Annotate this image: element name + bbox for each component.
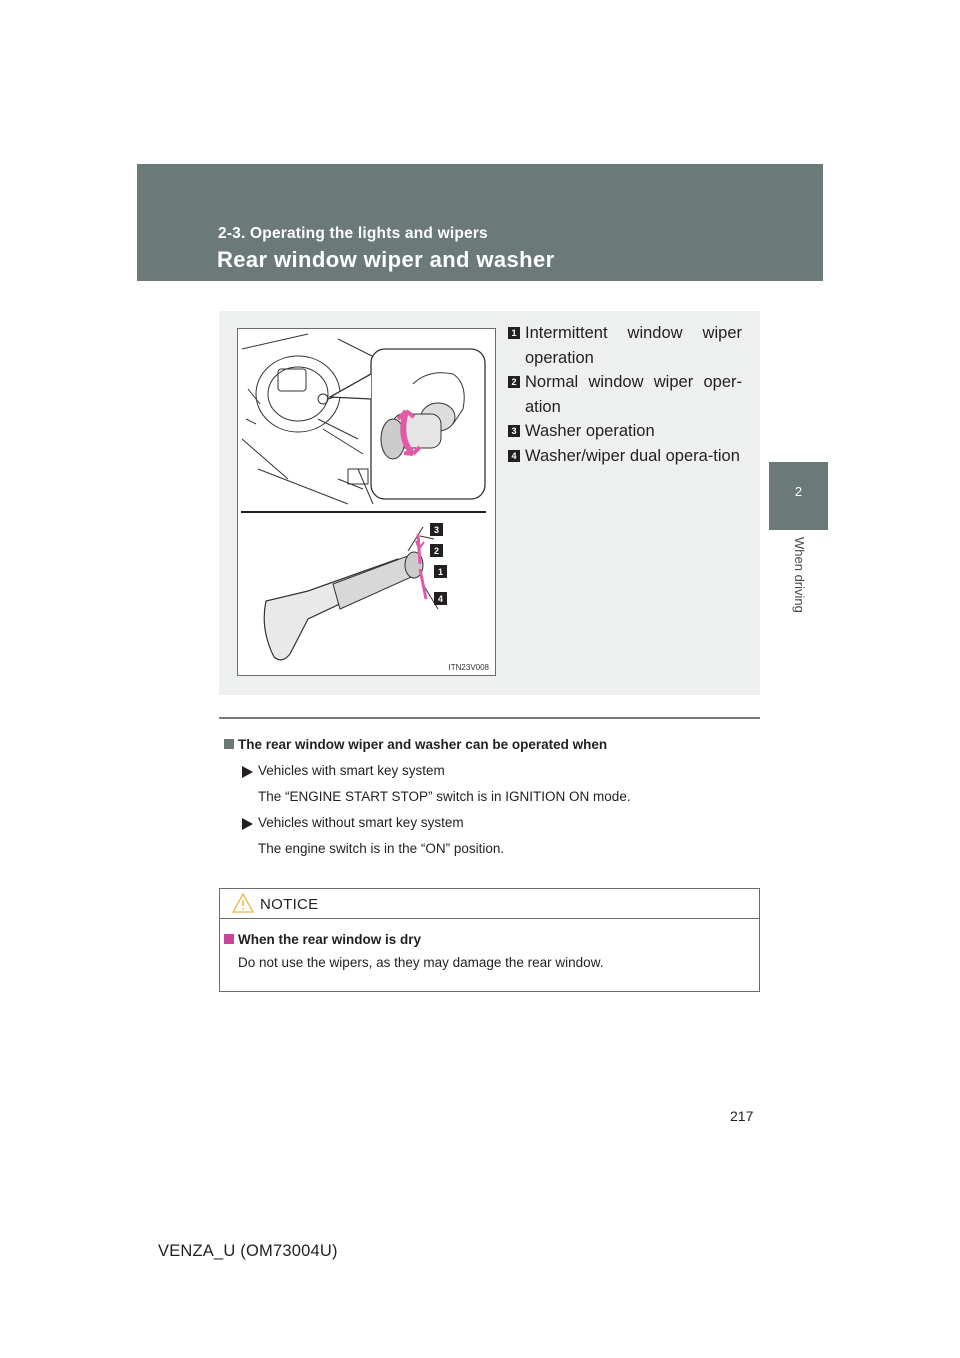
chapter-tab: [769, 462, 828, 530]
document-code: VENZA_U (OM73004U): [158, 1242, 338, 1260]
svg-text:4: 4: [437, 594, 444, 604]
notice-text: Do not use the wipers, as they may damage the rear window.: [238, 955, 604, 970]
condition-label: Vehicles without smart key system: [224, 814, 760, 832]
legend-item: [508, 370, 742, 419]
legend-list: [508, 321, 742, 468]
notice-title: When the rear window is dry: [224, 931, 759, 949]
legend-item: [508, 419, 742, 444]
notice-box: [219, 888, 760, 992]
legend-number: 3: [508, 425, 520, 437]
operating-conditions: [224, 736, 760, 858]
legend-text: Intermittent window wiper operation: [525, 324, 742, 367]
callout-2: [430, 544, 443, 557]
wiper-lever-diagram: [238, 329, 497, 677]
svg-text:3: 3: [433, 525, 440, 535]
notice-header: [220, 889, 759, 919]
warning-triangle-icon: [232, 893, 254, 913]
triangle-bullet-icon: [242, 818, 253, 830]
legend-text: Washer/wiper dual opera-tion: [525, 446, 740, 465]
legend-text: Normal window wiper oper-ation: [525, 373, 742, 416]
chapter-label: [791, 537, 807, 627]
wiper-illustration: [237, 328, 496, 676]
square-bullet-icon: [224, 739, 234, 749]
dashboard-sketch: [242, 334, 388, 504]
chapter-label-text: When driving: [792, 537, 807, 613]
svg-text:2: 2: [433, 546, 440, 556]
callout-4: [434, 592, 447, 605]
section-header: [137, 164, 823, 281]
callout-3: [430, 523, 443, 536]
page-title: Rear window wiper and washer: [217, 247, 555, 272]
legend-number: 1: [508, 327, 520, 339]
figure-panel: [219, 311, 760, 695]
legend-item: [508, 321, 742, 370]
legend-number: 4: [508, 450, 520, 462]
condition-detail: The engine switch is in the “ON” position.: [258, 841, 505, 856]
callout-1: [434, 565, 447, 578]
zoom-bubble: [330, 349, 485, 499]
image-code: ITN23V008: [448, 663, 489, 672]
square-bullet-icon: [224, 934, 234, 944]
section-divider: [219, 717, 760, 719]
conditions-heading: The rear window wiper and washer can be operated when: [224, 736, 760, 754]
condition-label: Vehicles with smart key system: [224, 762, 760, 780]
svg-text:1: 1: [437, 567, 444, 577]
condition-detail: The “ENGINE START STOP” switch is in IGNITION ON mode.: [258, 789, 631, 804]
page-number: 217: [730, 1108, 754, 1124]
legend-text: Washer operation: [525, 422, 655, 440]
chapter-number: 2: [794, 484, 803, 499]
section-subtitle: 2-3. Operating the lights and wipers: [218, 225, 488, 242]
triangle-bullet-icon: [242, 766, 253, 778]
legend-number: 2: [508, 376, 520, 388]
notice-label: NOTICE: [260, 896, 319, 913]
lever-drawing: [264, 527, 438, 660]
legend-item: [508, 444, 742, 469]
